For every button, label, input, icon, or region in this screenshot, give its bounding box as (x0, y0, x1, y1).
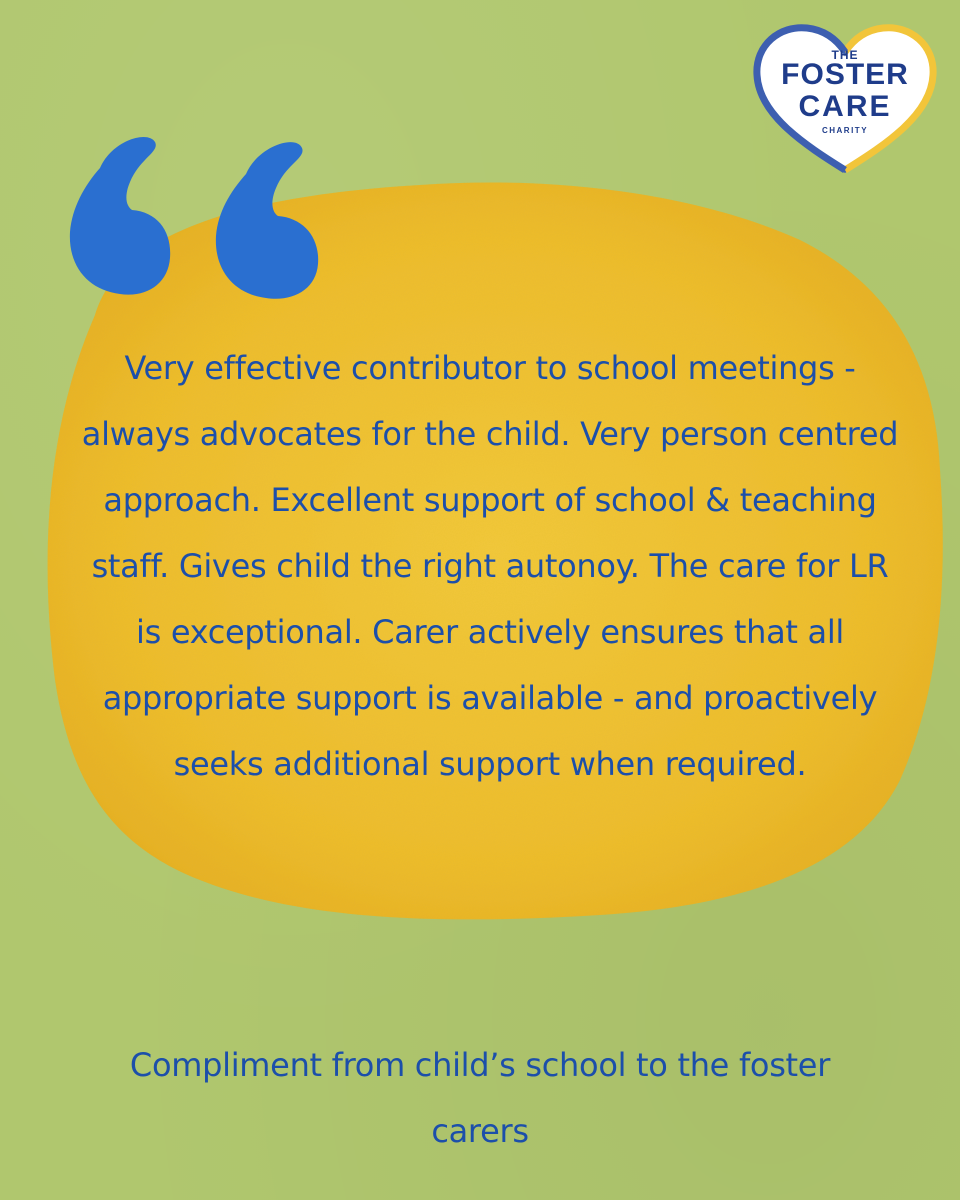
testimonial-quote: Very effective contributor to school meetings - always advocates for the child. Very person centred approach. Excellent support of school & teaching staff. Gives child the right autonoy. The care for LR is exceptional. Carer actively ensures that all appropriate support is available - and proactively seeks additional support when required. (81, 349, 899, 783)
quote-mark-icon (60, 120, 360, 300)
logo-charity: CHARITY (821, 126, 869, 135)
foster-care-charity-logo (745, 20, 945, 180)
logo-the: THE (831, 48, 859, 62)
logo-foster: FOSTER (781, 58, 909, 91)
logo-care: CARE (798, 90, 892, 123)
testimonial-caption: Compliment from child’s school to the foster carers (129, 1046, 831, 1150)
